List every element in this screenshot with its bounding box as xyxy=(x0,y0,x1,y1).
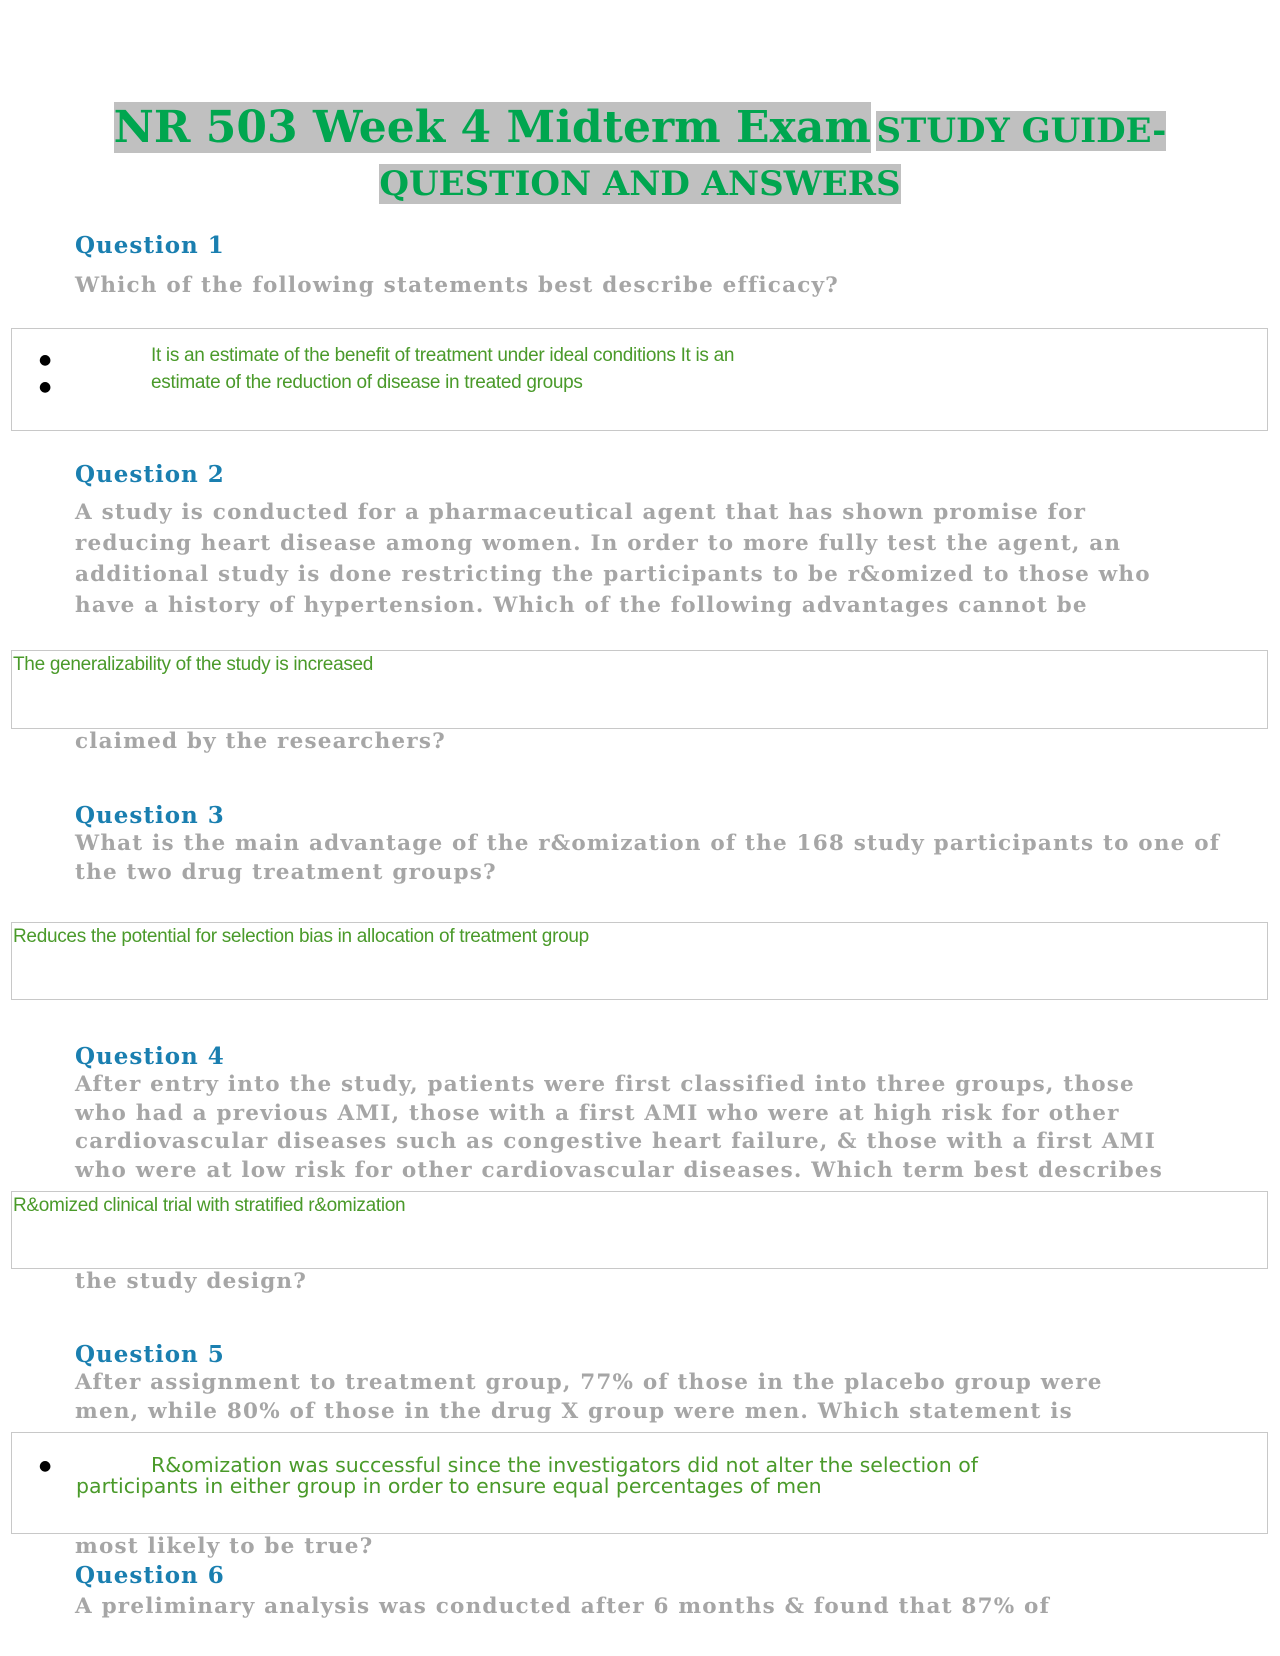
answer-box-1 xyxy=(11,328,1268,431)
question-2-line-2: reducing heart disease among women. In order to more fully test the agent, an xyxy=(75,531,1122,556)
question-4-heading: Question 4 xyxy=(75,1043,225,1070)
answer-box-4 xyxy=(11,1191,1268,1269)
answer-5-line-1: R&omization was successful since the investigators did not alter the selection of xyxy=(151,1453,978,1477)
question-5-tail: most likely to be true? xyxy=(75,1534,374,1559)
question-5-text xyxy=(75,1369,1275,1426)
question-6-heading: Question 6 xyxy=(75,1562,225,1589)
bullet-icon: ● xyxy=(39,352,52,368)
bullet-icon: ● xyxy=(39,379,52,395)
question-4-line-2: who had a previous AMI, those with a first AMI who were at high risk for other xyxy=(75,1100,1120,1126)
answer-1-line-2: estimate of the reduction of disease in treated groups xyxy=(151,372,583,393)
question-5-heading: Question 5 xyxy=(75,1341,225,1368)
question-5-line-2: men, while 80% of those in the drug X group were men. Which statement is xyxy=(75,1398,1073,1424)
question-5-line-1: After assignment to treatment group, 77% of those in the placebo group were xyxy=(75,1370,1103,1395)
question-2-tail: claimed by the researchers? xyxy=(75,729,446,754)
title-sub: STUDY GUIDE- xyxy=(876,111,1167,151)
answer-1-line-1: It is an estimate of the benefit of treatment under ideal conditions It is an xyxy=(151,345,735,366)
answer-box-5 xyxy=(11,1432,1268,1534)
question-4-line-3: cardiovascular diseases such as congestive heart failure, & those with a first AMI xyxy=(75,1129,1156,1154)
question-4-tail: the study design? xyxy=(75,1269,308,1294)
question-6-text: A preliminary analysis was conducted after 6 months & found that 87% of xyxy=(75,1594,1051,1619)
question-2-line-3: additional study is done restricting the participants to be r&omized to those who xyxy=(75,562,1151,587)
answer-box-3 xyxy=(11,922,1268,1000)
title-line2: QUESTION AND ANSWERS xyxy=(379,164,901,204)
question-1-text: Which of the following statements best describe efficacy? xyxy=(75,273,839,298)
question-3-line-1: What is the main advantage of the r&omization of the 168 study participants to one of xyxy=(75,831,1221,856)
answer-box-2 xyxy=(11,650,1268,729)
question-2-line-4: have a history of hypertension. Which of the following advantages cannot be xyxy=(75,593,1088,618)
bullet-icon: ● xyxy=(39,1458,52,1474)
question-2-heading: Question 2 xyxy=(75,461,225,488)
question-1-heading: Question 1 xyxy=(75,232,225,259)
answer-3: Reduces the potential for selection bias in allocation of treatment group xyxy=(13,926,589,947)
page-title xyxy=(0,104,1280,214)
title-main: NR 503 Week 4 Midterm Exam xyxy=(113,102,871,153)
question-3-heading: Question 3 xyxy=(75,802,225,829)
question-3-line-2: the two drug treatment groups? xyxy=(75,859,497,885)
question-4-line-1: After entry into the study, patients were first classified into three groups, those xyxy=(75,1072,1135,1097)
question-4-text xyxy=(75,1071,1275,1185)
question-2-line-1: A study is conducted for a pharmaceutical agent that has shown promise for xyxy=(75,500,1087,525)
answer-5 xyxy=(76,1455,978,1497)
answer-4: R&omized clinical trial with stratified r&omization xyxy=(13,1195,406,1216)
question-2-text xyxy=(75,497,1275,621)
question-4-line-4: who were at low risk for other cardiovascular diseases. Which term best describes xyxy=(75,1157,1164,1183)
question-3-text xyxy=(75,830,1275,887)
answer-2: The generalizability of the study is increased xyxy=(13,654,374,675)
answer-5-line-2: participants in either group in order to ensure equal percentages of men xyxy=(76,1474,822,1498)
